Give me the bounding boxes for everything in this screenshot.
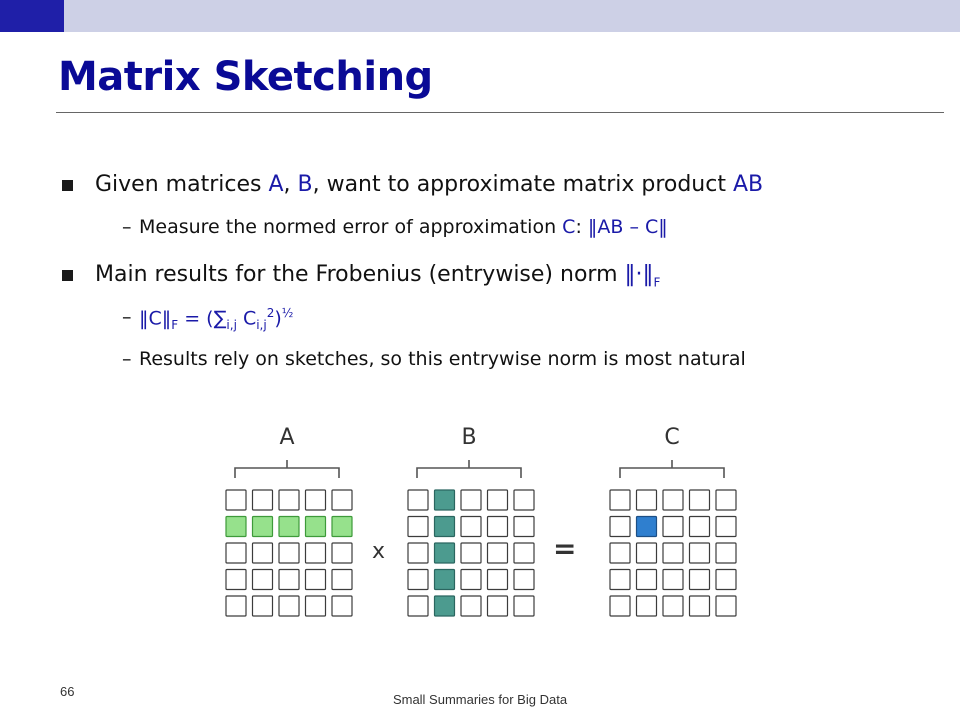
matrix-b-cell (514, 596, 534, 616)
equals-sign: = (553, 532, 577, 565)
title-divider (56, 112, 944, 113)
matrix-b-cell-highlighted (435, 543, 455, 563)
matrix-c-cell (716, 517, 736, 537)
frobenius-formula: $‖C‖_F = (\sum_{i,j}$ $C_{i,j}^2)^{\frac{1}{2}}$ (139, 306, 294, 333)
matrix-b-cell (488, 490, 508, 510)
matrix-a-cell (226, 543, 246, 563)
matrix-c-cell (716, 570, 736, 590)
header-bar (64, 0, 960, 32)
matrix-a-cell (332, 570, 352, 590)
square-bullet-icon (62, 270, 73, 281)
dash-bullet: – (122, 216, 132, 238)
matrix-b-cell (488, 570, 508, 590)
matrix-a-cell (332, 596, 352, 616)
matrix-a-cell (253, 543, 273, 563)
page-number: 66 (60, 684, 75, 699)
matrix-a-cell-highlighted (226, 517, 246, 537)
matrix-b-cell (408, 490, 428, 510)
matrix-c-cell-highlighted (637, 517, 657, 537)
matrix-c-cell (690, 596, 710, 616)
matrix-a-cell (226, 490, 246, 510)
matrix-a-brace (235, 460, 339, 478)
matrix-a-cell (226, 570, 246, 590)
matrix-a-cell (306, 490, 326, 510)
matrix-a-cell (253, 490, 273, 510)
matrix-a-cell (226, 596, 246, 616)
matrix-c-cell (716, 490, 736, 510)
matrix-c-cell (663, 490, 683, 510)
matrix-b-cell (514, 543, 534, 563)
matrix-a-cell-highlighted (306, 517, 326, 537)
matrix-a-cell (253, 570, 273, 590)
matrix-c-cell (690, 570, 710, 590)
matrix-b-cell (488, 596, 508, 616)
matrix-c-cell (610, 570, 630, 590)
matrix-b-cell (461, 490, 481, 510)
square-bullet-icon (62, 180, 73, 191)
matrix-b-cell (461, 543, 481, 563)
matrix-b-cell-highlighted (435, 490, 455, 510)
matrix-b-cell (461, 596, 481, 616)
matrix-b-cell (408, 596, 428, 616)
matrix-a-cell (306, 596, 326, 616)
matrix-c-cell (690, 517, 710, 537)
matrix-a-cell (253, 596, 273, 616)
matrix-b-cell-highlighted (435, 517, 455, 537)
matrix-a-cell-highlighted (332, 517, 352, 537)
matrix-a-cell (332, 543, 352, 563)
matrix-c-cell (690, 543, 710, 563)
matrix-c-cell (610, 543, 630, 563)
matrix-b-cell-highlighted (435, 596, 455, 616)
matrix-c-cell (637, 596, 657, 616)
matrix-a-cell (279, 570, 299, 590)
matrix-c-cell (663, 517, 683, 537)
slide-title: Matrix Sketching (58, 54, 433, 100)
matrix-a-cell (279, 543, 299, 563)
multiply-sign: x (372, 539, 386, 564)
matrix-c-cell (637, 570, 657, 590)
matrix-c-label: C (664, 425, 680, 450)
matrix-c-cell (663, 570, 683, 590)
matrix-c-cell (716, 596, 736, 616)
matrix-b-cell (408, 517, 428, 537)
dash-bullet: – (122, 306, 132, 328)
matrix-b-brace (417, 460, 521, 478)
matrix-c-cell (610, 596, 630, 616)
matrix-b-cell-highlighted (435, 570, 455, 590)
matrix-a-cell-highlighted (279, 517, 299, 537)
matrix-a-cell (332, 490, 352, 510)
matrix-c-brace (620, 460, 724, 478)
matrix-product-diagram (210, 418, 750, 628)
matrix-a-cell-highlighted (253, 517, 273, 537)
bullet-text: Main results for the Frobenius (entrywise) norm $‖\cdot‖_F$ (95, 262, 661, 290)
matrix-b-cell (408, 543, 428, 563)
footer-text: Small Summaries for Big Data (392, 692, 568, 707)
subbullet-text: Measure the normed error of approximation C: ‖AB – C‖ (139, 216, 668, 238)
header-accent-bar (0, 0, 64, 32)
matrix-a-grid (226, 490, 352, 616)
matrix-a-cell (279, 490, 299, 510)
dash-bullet: – (122, 348, 132, 370)
matrix-b-cell (488, 517, 508, 537)
frobenius-norm: $‖\cdot‖_F$ (624, 262, 661, 290)
matrix-c-cell (637, 543, 657, 563)
matrix-c-cell (663, 596, 683, 616)
matrix-c-cell (610, 490, 630, 510)
matrix-b-cell (514, 517, 534, 537)
matrix-a-cell (306, 543, 326, 563)
matrix-b-cell (461, 570, 481, 590)
matrix-a-cell (279, 596, 299, 616)
matrix-b-label: B (461, 425, 477, 450)
matrix-c-cell (716, 543, 736, 563)
matrix-a-cell (306, 570, 326, 590)
matrix-b-grid (408, 490, 534, 616)
matrix-c-cell (663, 543, 683, 563)
matrix-b-cell (461, 517, 481, 537)
matrix-b-cell (514, 490, 534, 510)
bullet-text: Given matrices A, B, want to approximate matrix product AB (95, 172, 764, 197)
matrix-b-cell (514, 570, 534, 590)
matrix-c-cell (637, 490, 657, 510)
matrix-c-cell (610, 517, 630, 537)
subbullet-text: Results rely on sketches, so this entrywise norm is most natural (139, 348, 746, 370)
matrix-a-label: A (279, 425, 295, 450)
matrix-c-grid (610, 490, 736, 616)
matrix-c-cell (690, 490, 710, 510)
matrix-b-cell (488, 543, 508, 563)
matrix-b-cell (408, 570, 428, 590)
